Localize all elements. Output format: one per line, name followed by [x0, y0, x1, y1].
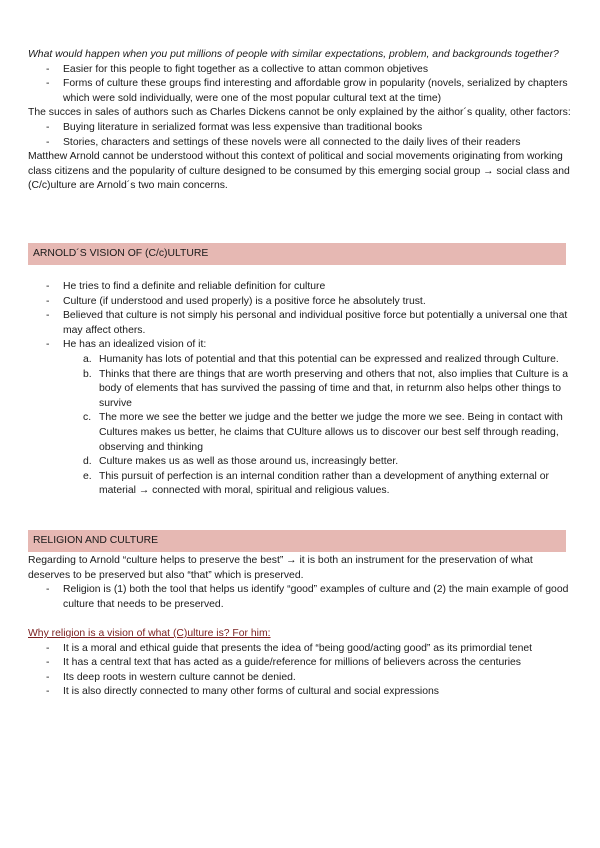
intro-question: What would happen when you put millions of people with similar expectations, problem, and backgrounds together? [28, 49, 559, 60]
success-paragraph: The succes in sales of authors such as Charles Dickens cannot be only explained by the aithor´s quality, other factors: [28, 107, 571, 119]
idealized-vision-list [28, 353, 576, 499]
list-item: - Culture (if understood and used properly) is a positive force he absolutely trust. [28, 295, 576, 310]
list-item [28, 338, 576, 499]
list-item-text: The more we see the better we judge and the better we judge the more we see. Being in contact with Cultures makes us better, he claims that CUlture allows us to discover our best self through reading, observing and thinking [99, 412, 563, 453]
religion-reasons-block [28, 627, 576, 700]
section-heading-arnold-vision: ARNOLD´S VISION OF (C/c)ULTURE [28, 243, 566, 265]
list-item: - Believed that culture is not simply his personal and individual positive force but potentially a universal one that may affect others. [28, 309, 576, 338]
religion-block [28, 554, 576, 612]
arnold-bullet-list [28, 280, 576, 499]
list-item: - It is also directly connected to many other forms of cultural and social expressions [28, 685, 576, 700]
list-item: - Religion is (1) both the tool that helps us identify “good” examples of culture and (2) the main example of good culture that needs to be preserved. [28, 583, 576, 612]
list-item: - Its deep roots in western culture cannot be denied. [28, 671, 576, 686]
list-marker: c. [83, 412, 92, 424]
list-marker: a. [83, 353, 92, 365]
list-marker: e. [83, 470, 92, 482]
religion-intro-paragraph: Regarding to Arnold “culture helps to preserve the best” → it is both an instrument for the preservation of what deserves to be preserved but also “that” which is preserved. [28, 555, 533, 581]
list-item-text: This pursuit of perfection is an internal condition rather than a development of anything external or material → connected with moral, spiritual and religious values. [99, 470, 549, 497]
list-item [28, 353, 576, 368]
list-item: - He tries to find a definite and reliable definition for culture [28, 280, 576, 295]
section-heading-religion: RELIGION AND CULTURE [28, 530, 566, 552]
religion-subtitle: Why religion is a vision of what (C)ulture is? For him: [28, 628, 271, 639]
list-item: - Forms of culture these groups find interesting and affordable grow in popularity (novels, serialized by chapters which were sold individually, were one of the most popular cultural text at the time) [28, 77, 576, 106]
list-item: - Buying literature in serialized format was less expensive than traditional books [28, 121, 576, 136]
list-item: - It is a moral and ethical guide that presents the idea of “being good/acting good” as its primordial tenet [28, 642, 576, 657]
list-item [28, 470, 576, 499]
list-item-text: Culture makes us as well as those around us, increasingly better. [99, 456, 399, 468]
religion-reason-list [28, 642, 576, 700]
list-marker: d. [83, 456, 92, 468]
list-item [28, 455, 576, 470]
intro-block [28, 48, 576, 194]
list-item: - Easier for this people to fight together as a collective to attan common objetives [28, 63, 576, 78]
list-item [28, 368, 576, 412]
list-marker: b. [83, 368, 92, 380]
list-item [28, 411, 576, 455]
list-item: - Stories, characters and settings of these novels were all connected to the daily lives of their readers [28, 136, 576, 151]
factor-list [28, 121, 576, 150]
idealized-vision-label: He has an idealized vision of it: [63, 339, 207, 351]
list-item-text: Thinks that there are things that are worth preserving and others that not, also implies that Culture is a body of elements that has survived the passing of time and that, in returnm also helps other things to survive [99, 368, 568, 409]
arnold-paragraph: Matthew Arnold cannot be understood without this context of political and social movements originating from working class citizens and the popularity of culture designed to be consumed by this emerging social group → social class and (C/c)ulture are Arnold´s two main concerns. [28, 151, 570, 192]
arnold-vision-block [28, 280, 576, 499]
list-item-text: Humanity has lots of potential and that this potential can be expressed and realized through Culture. [99, 353, 559, 365]
list-item: - It has a central text that has acted as a guide/reference for millions of believers across the centuries [28, 656, 576, 671]
intro-bullet-list [28, 63, 576, 107]
religion-bullet-list [28, 583, 576, 612]
